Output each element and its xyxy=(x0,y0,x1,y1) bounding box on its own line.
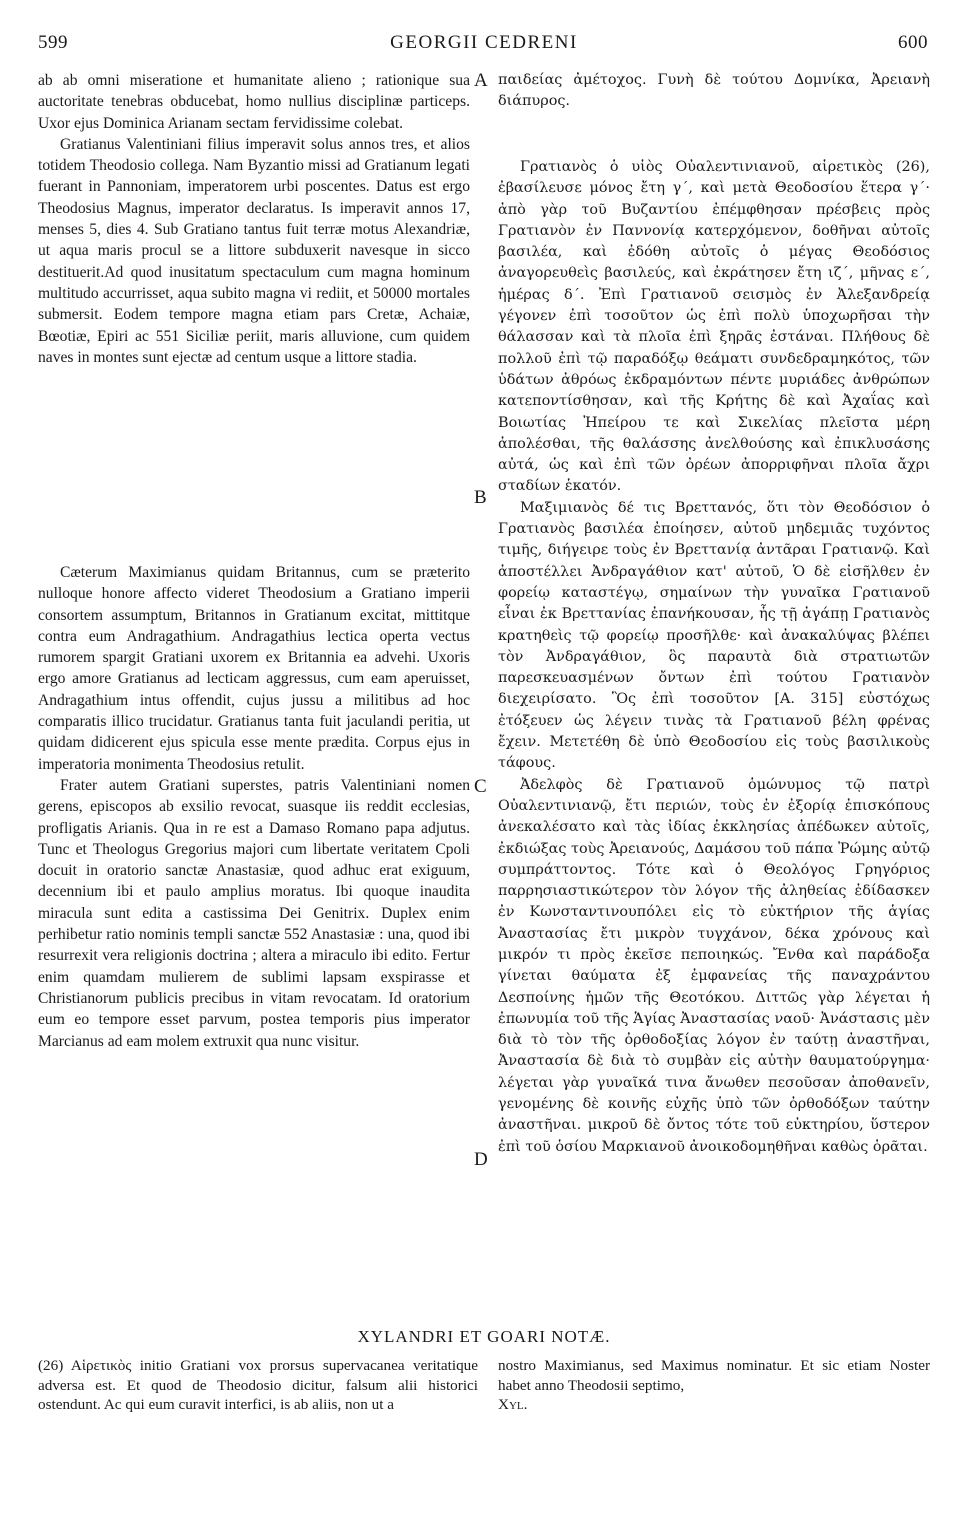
margin-letter-b: B xyxy=(474,487,487,508)
running-title: GEORGII CEDRENI xyxy=(390,32,578,53)
notes-heading: XYLANDRI ET GOARI NOTÆ. xyxy=(357,1327,611,1346)
greek-paragraph-2: Γρατιανὸς ὁ υἱὸς Οὐαλεντινιανοῦ, αἱρετικὸς (26), ἐβασίλευσε μόνος ἔτη γ΄, καὶ μετὰ Θεοδοσίου ἕτερα γ΄· ἀπὸ γὰρ τοῦ Βυζαντίου ἐπέμφθησαν πρέσβεις πρὸς Γρατιανὸν ἐν Παννονίᾳ κατερχόμενον, δοθῆναι αὐτοῖς βασιλέα, καὶ ἐδόθη αὐτοῖς ὁ μέγας Θεοδόσιος ἀναγορευθεὶς βασιλεύς, καὶ ἐκράτησεν ἔτη ιζ΄, μῆνας ε΄, ἡμέρας δ΄. Ἐπὶ Γρατιανοῦ σεισμὸς ἐν Ἀλεξανδρείᾳ γέγονεν ἐπὶ τοσοῦτον ὡς ἐπὶ πολὺ ὑποχωρῆσαι τὴν θάλασσαν καὶ τὰ πλοῖα ἐπὶ ξηρᾶς ἐστάναι. Πλήθους δὲ πολλοῦ ἐπὶ τῷ παραδόξῳ θεάματι συνδεδραμηκότος, τῶν ὑδάτων ἀθρόως ἐκδραμόντων πέντε μυριάδες ἀνθρώπων κατεποντίσθησαν, καὶ τῆς Κρήτης δὲ καὶ Ἀχαΐας καὶ Βοιωτίας Ἠπείρου τε καὶ Σικελίας πλεῖστα μέρη ἀπολέσθαι, τῆς θαλάσσης ἀνελθούσης καὶ ἐπικλυσάσης αὐτά, ὡς καὶ ἐπὶ τῶν ὀρέων ἀπορριφῆναι πλοῖα ἄχρι σταδίων ἑκατόν. xyxy=(498,159,930,495)
latin-column xyxy=(38,70,470,368)
latin-column-lower xyxy=(38,562,470,1052)
margin-letter-c: C xyxy=(474,776,487,797)
latin-paragraph-3: Cæterum Maximianus quidam Britannus, cum se præterito nulloque honore affecto videret Theodosium a Gratiano imperii consortem assumptum, Britannos in Gratianum excitat, mittitque contra eum Andragathium. Andragathius lectica operta vectus rumorem spargit Gratiani uxorem ex Britannia ea advehi. Uxoris ergo amore Gratianus ad lecticam aggressus, cum eam aperuisset, Andragathium intus offendit, cujus jussu a militibus ad hoc comparatis illico trucidatur. Gratianus tanta fuit jaculandi peritia, ut quidam didicerent ejus spicula esse mente prædita. Corpus ejus in imperatoria monimenta Theodosius retulit. xyxy=(38,564,470,773)
margin-letter-d: D xyxy=(474,1149,488,1170)
greek-column-middle xyxy=(498,157,930,1158)
page-number-right: 600 xyxy=(898,32,928,53)
note-continuation: nostro Maximianus, sed Maximus nominatur. Et sic etiam Noster habet anno Theodosii septimo, xyxy=(498,1357,930,1394)
note-signature: Xyl. xyxy=(498,1396,528,1413)
latin-paragraph-2: Gratianus Valentiniani filius imperavit solus annos tres, et alios totidem Theodosio collega. Nam Byzantio missi ad Gratianum legati fuerant in Pannoniam, imperatorem urbi poscentes. Datus est ergo Theodosius Magnus, imperator declaratus. Is imperavit annos 17, menses 5, dies 4. Sub Gratiano tantus fuit terræ motus Alexandriæ, ut aqua maris procul se a littore subduxerit navesque in sicco destituerit.Ad quod inusitatum spectaculum cum magna hominum multitudo accurrisset, aqua subito magna vi rediit, et 50000 mortales submersit. Eodem tempore magna etiam pars Cretæ, Achaiæ, Bœotiæ, Epiri ac 551 Siciliæ periit, maris alluvione, cum quidem naves in montes sunt ejectæ ad centum usque a littore stadia. xyxy=(38,135,470,366)
latin-paragraph-4: Frater autem Gratiani superstes, patris Valentiniani nomen gerens, episcopos ab exsilio revocat, suasque iis reddit ecclesias, profligatis Arianis. Qua in re est a Damaso Romano papa adjutus. Tunc et Theologus Gregorius majori cum libertate veritatem Cpoli docuit in oratorio sanctæ Anastasiæ, quod adhuc erat exiguum, decennium ibi et paulo amplius moratus. Ibi quoque inaudita miracula sunt edita a castissima Dei Genitrix. Duplex enim perhibetur ratio nominis templi sanctæ 552 Anastasiæ : una, quod ibi resurrexit vera religionis doctrina ; altera a miraculo ibi edito. Fertur enim quamdam mulierem de sublimi lapsam exspirasse et Christianorum publicis precibus in vitam revocatam. Id oratorium eum eo tempore esset parvum, postea temporis pius imperator Marcianus ad eam molem extruxit qua nunc visitur. xyxy=(38,776,470,1050)
greek-column xyxy=(498,70,930,113)
note-left-column xyxy=(38,1356,478,1415)
greek-paragraph-4: Ἀδελφὸς δὲ Γρατιανοῦ ὁμώνυμος τῷ πατρὶ Οὐαλεντινιανῷ, ἔτι περιών, τοὺς ἐν ἐξορίᾳ ἐπισκόπους ἀνεκαλέσατο καὶ τὰς ἰδίας ἐκκλησίας ἀπέδωκεν αὐτοῖς, ἐκδιώξας τοὺς Ἀρειανούς, Δαμάσου τοῦ πάπα Ῥώμης αὐτῷ συμπράττοντος. Τότε καὶ ὁ Θεολόγος Γρηγόριος παρρησιαστικώτερον τὸν λόγον τῆς ἀληθείας ἐδίδασκεν ἐν Κωνσταντινουπόλει εἰς τὸ εὐκτήριον τῆς ἁγίας Ἀναστασίας ἔτι μικρὸν τυγχάνον, δέκα χρόνους καὶ μικρόν τι πρὸς ἐκεῖσε πεποιηκώς. Ἔνθα καὶ παράδοξα γίνεται θαύματα ἐξ ἐμφανείας τῆς παναχράντου Δεσποίνης ἡμῶν τῆς Θεοτόκου. Διττῶς γὰρ λέγεται ἡ ἐπωνυμία τοῦ τῆς Ἁγίας Ἀναστασίας ναοῦ· Ἀνάστασις μὲν διὰ τὸ τὸν τῆς ὀρθοδοξίας λόγον ἐν ταύτῃ ἀναστῆναι, Ἀναστασία δὲ διὰ τὸ συμβὰν εἰς αὐτὴν θαυματούργημα· λέγεται γὰρ γυναῖκά τινα ἄνωθεν πεσοῦσαν ἀποθανεῖν, γενομένης δὲ κοινῆς εὐχῆς ὑπὸ τῶν ὀρθοδόξων ταύτην ἀναστῆναι. μικροῦ δὲ ὄντος τότε τοῦ εὐκτηρίου, ὕστερον ἐπὶ τοῦ ὁσίου Μαρκιανοῦ ἀνοικοδομηθῆναι καθὼς ὁρᾶται. xyxy=(498,776,930,1155)
page-number-left: 599 xyxy=(38,32,68,53)
margin-letter-a: A xyxy=(474,70,488,91)
greek-paragraph-3: Μαξιμιανὸς δέ τις Βρεττανός, ὅτι τὸν Θεοδόσιον ὁ Γρατιανὸς βασιλέα ἐποίησεν, αὐτοῦ μηδεμιᾶς τυχόντος τιμῆς, διήγειρε τοὺς ἐν Βρεττανίᾳ ἀντᾶραι Γρατιανῷ. Καὶ ἀποστέλλει Ἀνδραγάθιον κατ' αὐτοῦ, Ὁ δὲ εἰσῆλθεν ἐν φορείῳ καταστέγῳ, σημαίνων τὴν γυναῖκα Γρατιανοῦ εἶναι ἐκ Βρεττανίας ἐπανήκουσαν, ἧς τῇ ἀγάπῃ Γρατιανὸς κρατηθεὶς τῷ φορείῳ προσῆλθε· καὶ ἀνακαλύψας βλέπει τὸν Ἀνδραγάθιον, ὃς παραυτὰ διὰ στρατιωτῶν παρεσκευασμένων ὄντων ἐπὶ τούτου Γρατιανὸν διεχειρίσατο. Ὃς ἐπὶ τοσοῦτον [A. 315] εὐστόχως ἐτόξευεν ὡς λέγειν τινὰς τὰ Γρατιανοῦ βέλη φρένας ἔχειν. Μετετέθη δὲ ὑπὸ Θεοδοσίου εἰς τοὺς βασιλικοὺς τάφους. xyxy=(498,499,930,772)
greek-paragraph-1: παιδείας ἀμέτοχος. Γυνὴ δὲ τούτου Δομνίκα, Ἀρειανὴ διάπυρος. xyxy=(498,72,930,110)
note-right-column xyxy=(498,1356,930,1415)
note-26: (26) Αἱρετικὸς initio Gratiani vox prorsus supervacanea veritatique adversa est. Et quod de Theodosio dicitur, falsum alii historici ostendunt. Ac qui eum curavit interfici, is ab aliis, non ut a xyxy=(38,1357,478,1413)
latin-paragraph-1: ab ab omni miseratione et humanitate alieno ; rationique sua auctoritate tenebras obducebat, homo nullius disciplinæ particeps. Uxor ejus Dominica Arianam sectam fervidissime colebat. xyxy=(38,72,470,132)
